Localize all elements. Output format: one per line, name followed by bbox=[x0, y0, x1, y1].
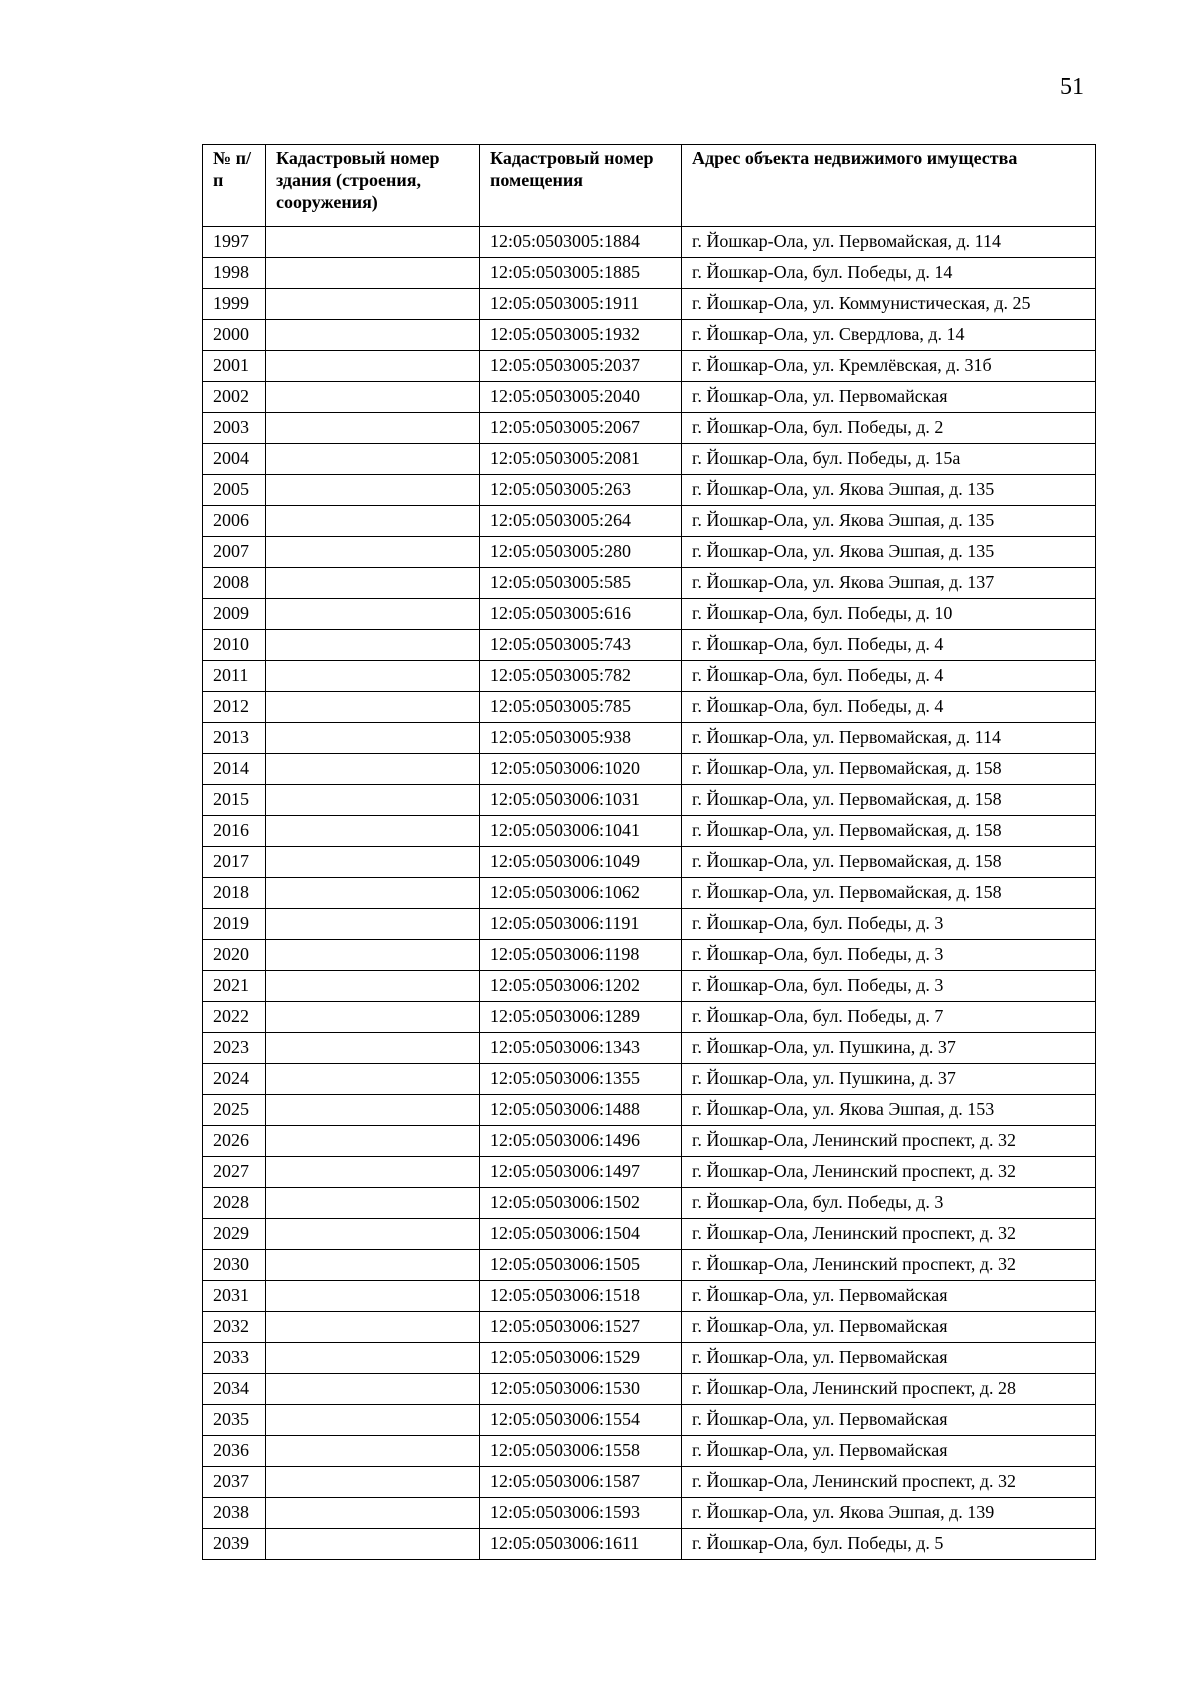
table-row bbox=[203, 382, 1096, 413]
address-cell: г. Йошкар-Ола, ул. Первомайская bbox=[682, 382, 1096, 413]
table-row bbox=[203, 1219, 1096, 1250]
building-cadastral-cell bbox=[266, 258, 480, 289]
address-cell: г. Йошкар-Ола, ул. Первомайская, д. 158 bbox=[682, 754, 1096, 785]
header-premises-cadastral: Кадастровый номер помещения bbox=[480, 145, 682, 227]
building-cadastral-cell bbox=[266, 1002, 480, 1033]
address-cell: г. Йошкар-Ола, ул. Первомайская bbox=[682, 1281, 1096, 1312]
page-number: 51 bbox=[1060, 74, 1084, 100]
row-number-cell: 2001 bbox=[203, 351, 266, 382]
building-cadastral-cell bbox=[266, 661, 480, 692]
premises-cadastral-cell: 12:05:0503006:1202 bbox=[480, 971, 682, 1002]
address-cell: г. Йошкар-Ола, ул. Коммунистическая, д. 25 bbox=[682, 289, 1096, 320]
row-number-cell: 2031 bbox=[203, 1281, 266, 1312]
row-number-cell: 2003 bbox=[203, 413, 266, 444]
row-number-cell: 2024 bbox=[203, 1064, 266, 1095]
address-cell: г. Йошкар-Ола, бул. Победы, д. 4 bbox=[682, 692, 1096, 723]
row-number-cell: 2004 bbox=[203, 444, 266, 475]
building-cadastral-cell bbox=[266, 878, 480, 909]
premises-cadastral-cell: 12:05:0503005:616 bbox=[480, 599, 682, 630]
address-cell: г. Йошкар-Ола, бул. Победы, д. 15а bbox=[682, 444, 1096, 475]
table-row bbox=[203, 413, 1096, 444]
building-cadastral-cell bbox=[266, 1281, 480, 1312]
premises-cadastral-cell: 12:05:0503006:1343 bbox=[480, 1033, 682, 1064]
row-number-cell: 2014 bbox=[203, 754, 266, 785]
table-row bbox=[203, 1374, 1096, 1405]
premises-cadastral-cell: 12:05:0503005:264 bbox=[480, 506, 682, 537]
building-cadastral-cell bbox=[266, 1188, 480, 1219]
row-number-cell: 2022 bbox=[203, 1002, 266, 1033]
premises-cadastral-cell: 12:05:0503005:785 bbox=[480, 692, 682, 723]
premises-cadastral-cell: 12:05:0503006:1062 bbox=[480, 878, 682, 909]
row-number-cell: 2021 bbox=[203, 971, 266, 1002]
table-row bbox=[203, 1312, 1096, 1343]
building-cadastral-cell bbox=[266, 785, 480, 816]
table-row bbox=[203, 754, 1096, 785]
row-number-cell: 2030 bbox=[203, 1250, 266, 1281]
building-cadastral-cell bbox=[266, 1498, 480, 1529]
row-number-cell: 2019 bbox=[203, 909, 266, 940]
registry-table bbox=[202, 144, 1096, 1560]
row-number-cell: 2036 bbox=[203, 1436, 266, 1467]
row-number-cell: 2026 bbox=[203, 1126, 266, 1157]
building-cadastral-cell bbox=[266, 754, 480, 785]
address-cell: г. Йошкар-Ола, ул. Якова Эшпая, д. 153 bbox=[682, 1095, 1096, 1126]
row-number-cell: 2000 bbox=[203, 320, 266, 351]
row-number-cell: 2015 bbox=[203, 785, 266, 816]
address-cell: г. Йошкар-Ола, ул. Якова Эшпая, д. 135 bbox=[682, 506, 1096, 537]
building-cadastral-cell bbox=[266, 1529, 480, 1560]
row-number-cell: 2034 bbox=[203, 1374, 266, 1405]
table-row bbox=[203, 475, 1096, 506]
building-cadastral-cell bbox=[266, 847, 480, 878]
address-cell: г. Йошкар-Ола, Ленинский проспект, д. 32 bbox=[682, 1157, 1096, 1188]
premises-cadastral-cell: 12:05:0503005:585 bbox=[480, 568, 682, 599]
premises-cadastral-cell: 12:05:0503006:1518 bbox=[480, 1281, 682, 1312]
table-row bbox=[203, 723, 1096, 754]
premises-cadastral-cell: 12:05:0503006:1031 bbox=[480, 785, 682, 816]
address-cell: г. Йошкар-Ола, ул. Первомайская bbox=[682, 1405, 1096, 1436]
address-cell: г. Йошкар-Ола, бул. Победы, д. 10 bbox=[682, 599, 1096, 630]
premises-cadastral-cell: 12:05:0503006:1502 bbox=[480, 1188, 682, 1219]
building-cadastral-cell bbox=[266, 1219, 480, 1250]
address-cell: г. Йошкар-Ола, ул. Первомайская, д. 158 bbox=[682, 816, 1096, 847]
address-cell: г. Йошкар-Ола, бул. Победы, д. 3 bbox=[682, 909, 1096, 940]
premises-cadastral-cell: 12:05:0503006:1496 bbox=[480, 1126, 682, 1157]
table-row bbox=[203, 847, 1096, 878]
address-cell: г. Йошкар-Ола, ул. Первомайская, д. 158 bbox=[682, 847, 1096, 878]
premises-cadastral-cell: 12:05:0503005:2067 bbox=[480, 413, 682, 444]
table-row bbox=[203, 971, 1096, 1002]
premises-cadastral-cell: 12:05:0503006:1020 bbox=[480, 754, 682, 785]
table-row bbox=[203, 227, 1096, 258]
row-number-cell: 2032 bbox=[203, 1312, 266, 1343]
building-cadastral-cell bbox=[266, 1467, 480, 1498]
building-cadastral-cell bbox=[266, 1312, 480, 1343]
row-number-cell: 2018 bbox=[203, 878, 266, 909]
row-number-cell: 2010 bbox=[203, 630, 266, 661]
premises-cadastral-cell: 12:05:0503005:1932 bbox=[480, 320, 682, 351]
premises-cadastral-cell: 12:05:0503005:938 bbox=[480, 723, 682, 754]
address-cell: г. Йошкар-Ола, ул. Первомайская, д. 158 bbox=[682, 785, 1096, 816]
building-cadastral-cell bbox=[266, 909, 480, 940]
address-cell: г. Йошкар-Ола, ул. Якова Эшпая, д. 139 bbox=[682, 1498, 1096, 1529]
building-cadastral-cell bbox=[266, 1250, 480, 1281]
table-row bbox=[203, 630, 1096, 661]
address-cell: г. Йошкар-Ола, Ленинский проспект, д. 28 bbox=[682, 1374, 1096, 1405]
address-cell: г. Йошкар-Ола, ул. Первомайская bbox=[682, 1343, 1096, 1374]
table-row bbox=[203, 289, 1096, 320]
address-cell: г. Йошкар-Ола, бул. Победы, д. 3 bbox=[682, 940, 1096, 971]
address-cell: г. Йошкар-Ола, ул. Якова Эшпая, д. 137 bbox=[682, 568, 1096, 599]
building-cadastral-cell bbox=[266, 475, 480, 506]
address-cell: г. Йошкар-Ола, ул. Кремлёвская, д. 31б bbox=[682, 351, 1096, 382]
table-row bbox=[203, 258, 1096, 289]
address-cell: г. Йошкар-Ола, бул. Победы, д. 5 bbox=[682, 1529, 1096, 1560]
table-row bbox=[203, 661, 1096, 692]
table-header-row bbox=[203, 145, 1096, 227]
table-row bbox=[203, 1436, 1096, 1467]
row-number-cell: 2009 bbox=[203, 599, 266, 630]
address-cell: г. Йошкар-Ола, ул. Пушкина, д. 37 bbox=[682, 1033, 1096, 1064]
building-cadastral-cell bbox=[266, 320, 480, 351]
table-row bbox=[203, 568, 1096, 599]
address-cell: г. Йошкар-Ола, ул. Первомайская bbox=[682, 1436, 1096, 1467]
premises-cadastral-cell: 12:05:0503006:1587 bbox=[480, 1467, 682, 1498]
building-cadastral-cell bbox=[266, 599, 480, 630]
building-cadastral-cell bbox=[266, 506, 480, 537]
premises-cadastral-cell: 12:05:0503005:2040 bbox=[480, 382, 682, 413]
row-number-cell: 2016 bbox=[203, 816, 266, 847]
table-row bbox=[203, 1033, 1096, 1064]
address-cell: г. Йошкар-Ола, ул. Первомайская bbox=[682, 1312, 1096, 1343]
table-row bbox=[203, 537, 1096, 568]
building-cadastral-cell bbox=[266, 444, 480, 475]
table-row bbox=[203, 599, 1096, 630]
premises-cadastral-cell: 12:05:0503005:782 bbox=[480, 661, 682, 692]
row-number-cell: 2023 bbox=[203, 1033, 266, 1064]
address-cell: г. Йошкар-Ола, Ленинский проспект, д. 32 bbox=[682, 1219, 1096, 1250]
row-number-cell: 2029 bbox=[203, 1219, 266, 1250]
address-cell: г. Йошкар-Ола, бул. Победы, д. 7 bbox=[682, 1002, 1096, 1033]
header-num: № п/п bbox=[203, 145, 266, 227]
premises-cadastral-cell: 12:05:0503006:1198 bbox=[480, 940, 682, 971]
row-number-cell: 1997 bbox=[203, 227, 266, 258]
table-row bbox=[203, 1157, 1096, 1188]
building-cadastral-cell bbox=[266, 568, 480, 599]
premises-cadastral-cell: 12:05:0503006:1530 bbox=[480, 1374, 682, 1405]
row-number-cell: 2028 bbox=[203, 1188, 266, 1219]
table-row bbox=[203, 785, 1096, 816]
row-number-cell: 2017 bbox=[203, 847, 266, 878]
premises-cadastral-cell: 12:05:0503006:1527 bbox=[480, 1312, 682, 1343]
premises-cadastral-cell: 12:05:0503005:743 bbox=[480, 630, 682, 661]
premises-cadastral-cell: 12:05:0503006:1593 bbox=[480, 1498, 682, 1529]
address-cell: г. Йошкар-Ола, бул. Победы, д. 4 bbox=[682, 661, 1096, 692]
premises-cadastral-cell: 12:05:0503006:1289 bbox=[480, 1002, 682, 1033]
row-number-cell: 2038 bbox=[203, 1498, 266, 1529]
premises-cadastral-cell: 12:05:0503005:1911 bbox=[480, 289, 682, 320]
address-cell: г. Йошкар-Ола, ул. Пушкина, д. 37 bbox=[682, 1064, 1096, 1095]
table-body bbox=[203, 227, 1096, 1560]
table-row bbox=[203, 1529, 1096, 1560]
table-row bbox=[203, 1281, 1096, 1312]
building-cadastral-cell bbox=[266, 630, 480, 661]
row-number-cell: 2012 bbox=[203, 692, 266, 723]
row-number-cell: 2025 bbox=[203, 1095, 266, 1126]
row-number-cell: 2037 bbox=[203, 1467, 266, 1498]
address-cell: г. Йошкар-Ола, бул. Победы, д. 4 bbox=[682, 630, 1096, 661]
row-number-cell: 2039 bbox=[203, 1529, 266, 1560]
premises-cadastral-cell: 12:05:0503006:1488 bbox=[480, 1095, 682, 1126]
row-number-cell: 2035 bbox=[203, 1405, 266, 1436]
row-number-cell: 2007 bbox=[203, 537, 266, 568]
address-cell: г. Йошкар-Ола, ул. Первомайская, д. 158 bbox=[682, 878, 1096, 909]
premises-cadastral-cell: 12:05:0503005:1884 bbox=[480, 227, 682, 258]
address-cell: г. Йошкар-Ола, бул. Победы, д. 2 bbox=[682, 413, 1096, 444]
address-cell: г. Йошкар-Ола, Ленинский проспект, д. 32 bbox=[682, 1126, 1096, 1157]
address-cell: г. Йошкар-Ола, ул. Свердлова, д. 14 bbox=[682, 320, 1096, 351]
building-cadastral-cell bbox=[266, 1405, 480, 1436]
premises-cadastral-cell: 12:05:0503005:2037 bbox=[480, 351, 682, 382]
table-row bbox=[203, 1498, 1096, 1529]
premises-cadastral-cell: 12:05:0503006:1497 bbox=[480, 1157, 682, 1188]
table-row bbox=[203, 692, 1096, 723]
building-cadastral-cell bbox=[266, 1157, 480, 1188]
premises-cadastral-cell: 12:05:0503006:1611 bbox=[480, 1529, 682, 1560]
address-cell: г. Йошкар-Ола, Ленинский проспект, д. 32 bbox=[682, 1467, 1096, 1498]
building-cadastral-cell bbox=[266, 816, 480, 847]
building-cadastral-cell bbox=[266, 692, 480, 723]
table-row bbox=[203, 1250, 1096, 1281]
building-cadastral-cell bbox=[266, 413, 480, 444]
premises-cadastral-cell: 12:05:0503006:1355 bbox=[480, 1064, 682, 1095]
premises-cadastral-cell: 12:05:0503006:1529 bbox=[480, 1343, 682, 1374]
building-cadastral-cell bbox=[266, 1095, 480, 1126]
row-number-cell: 2033 bbox=[203, 1343, 266, 1374]
building-cadastral-cell bbox=[266, 723, 480, 754]
header-building-cadastral: Кадастровый номер здания (строения, сооружения) bbox=[266, 145, 480, 227]
building-cadastral-cell bbox=[266, 227, 480, 258]
address-cell: г. Йошкар-Ола, бул. Победы, д. 3 bbox=[682, 1188, 1096, 1219]
table-row bbox=[203, 351, 1096, 382]
premises-cadastral-cell: 12:05:0503006:1049 bbox=[480, 847, 682, 878]
table-row bbox=[203, 506, 1096, 537]
address-cell: г. Йошкар-Ола, ул. Первомайская, д. 114 bbox=[682, 227, 1096, 258]
row-number-cell: 2011 bbox=[203, 661, 266, 692]
row-number-cell: 2027 bbox=[203, 1157, 266, 1188]
premises-cadastral-cell: 12:05:0503006:1558 bbox=[480, 1436, 682, 1467]
building-cadastral-cell bbox=[266, 289, 480, 320]
table-row bbox=[203, 909, 1096, 940]
address-cell: г. Йошкар-Ола, ул. Первомайская, д. 114 bbox=[682, 723, 1096, 754]
address-cell: г. Йошкар-Ола, ул. Якова Эшпая, д. 135 bbox=[682, 475, 1096, 506]
table-row bbox=[203, 1188, 1096, 1219]
table-row bbox=[203, 940, 1096, 971]
premises-cadastral-cell: 12:05:0503005:263 bbox=[480, 475, 682, 506]
row-number-cell: 2013 bbox=[203, 723, 266, 754]
row-number-cell: 1998 bbox=[203, 258, 266, 289]
building-cadastral-cell bbox=[266, 1343, 480, 1374]
building-cadastral-cell bbox=[266, 971, 480, 1002]
table-row bbox=[203, 1343, 1096, 1374]
row-number-cell: 2008 bbox=[203, 568, 266, 599]
premises-cadastral-cell: 12:05:0503006:1554 bbox=[480, 1405, 682, 1436]
table-row bbox=[203, 1467, 1096, 1498]
table-row bbox=[203, 1126, 1096, 1157]
table-row bbox=[203, 1095, 1096, 1126]
premises-cadastral-cell: 12:05:0503006:1041 bbox=[480, 816, 682, 847]
row-number-cell: 2006 bbox=[203, 506, 266, 537]
building-cadastral-cell bbox=[266, 1064, 480, 1095]
table-row bbox=[203, 1002, 1096, 1033]
row-number-cell: 1999 bbox=[203, 289, 266, 320]
table-row bbox=[203, 878, 1096, 909]
premises-cadastral-cell: 12:05:0503006:1504 bbox=[480, 1219, 682, 1250]
address-cell: г. Йошкар-Ола, бул. Победы, д. 3 bbox=[682, 971, 1096, 1002]
building-cadastral-cell bbox=[266, 537, 480, 568]
building-cadastral-cell bbox=[266, 940, 480, 971]
building-cadastral-cell bbox=[266, 382, 480, 413]
table-row bbox=[203, 444, 1096, 475]
address-cell: г. Йошкар-Ола, Ленинский проспект, д. 32 bbox=[682, 1250, 1096, 1281]
row-number-cell: 2002 bbox=[203, 382, 266, 413]
table-row bbox=[203, 320, 1096, 351]
building-cadastral-cell bbox=[266, 1436, 480, 1467]
premises-cadastral-cell: 12:05:0503006:1505 bbox=[480, 1250, 682, 1281]
building-cadastral-cell bbox=[266, 1374, 480, 1405]
premises-cadastral-cell: 12:05:0503006:1191 bbox=[480, 909, 682, 940]
table-row bbox=[203, 1064, 1096, 1095]
building-cadastral-cell bbox=[266, 1033, 480, 1064]
address-cell: г. Йошкар-Ола, бул. Победы, д. 14 bbox=[682, 258, 1096, 289]
header-address: Адрес объекта недвижимого имущества bbox=[682, 145, 1096, 227]
row-number-cell: 2020 bbox=[203, 940, 266, 971]
building-cadastral-cell bbox=[266, 1126, 480, 1157]
row-number-cell: 2005 bbox=[203, 475, 266, 506]
building-cadastral-cell bbox=[266, 351, 480, 382]
premises-cadastral-cell: 12:05:0503005:280 bbox=[480, 537, 682, 568]
premises-cadastral-cell: 12:05:0503005:2081 bbox=[480, 444, 682, 475]
table-row bbox=[203, 1405, 1096, 1436]
address-cell: г. Йошкар-Ола, ул. Якова Эшпая, д. 135 bbox=[682, 537, 1096, 568]
premises-cadastral-cell: 12:05:0503005:1885 bbox=[480, 258, 682, 289]
table-row bbox=[203, 816, 1096, 847]
